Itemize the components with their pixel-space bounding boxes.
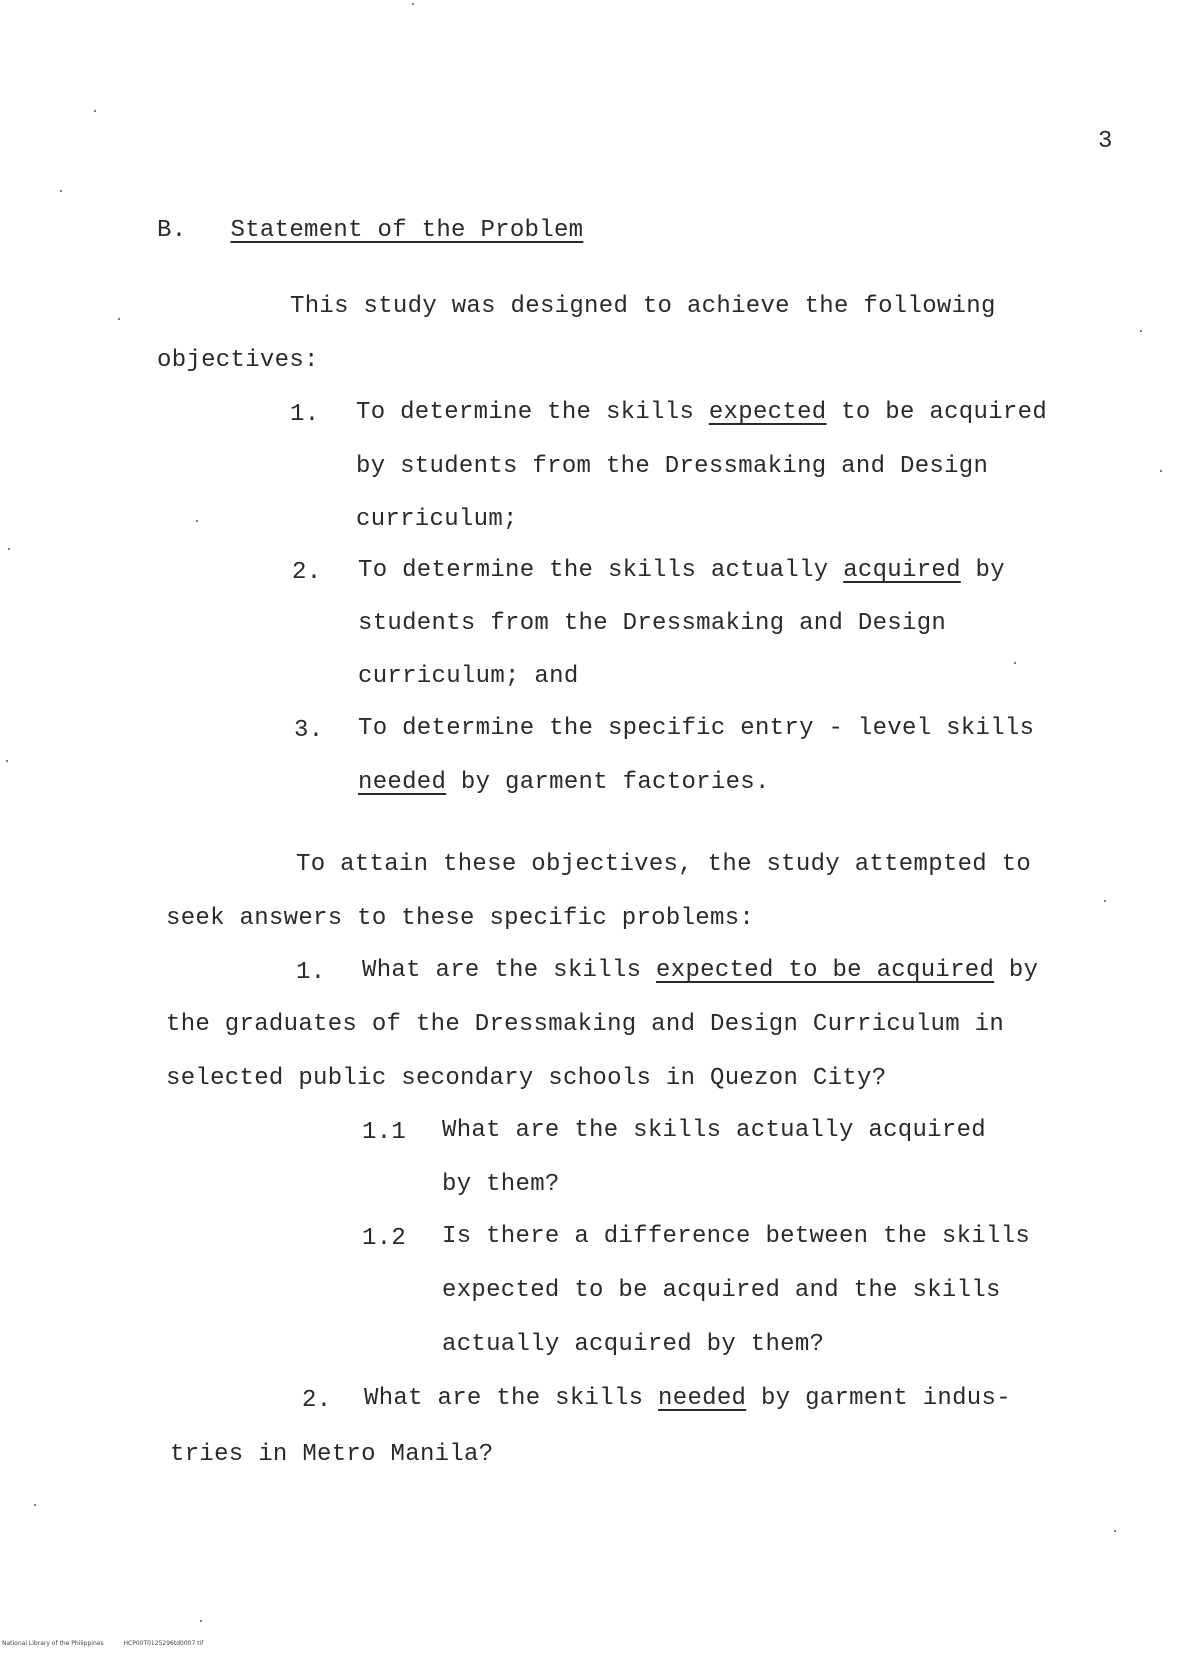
footer-code: HCP00T0125296td0007 tif [123,1640,204,1647]
intro-line-1: This study was designed to achieve the following [290,293,996,320]
objective-text: To determine the skills actually [358,557,844,584]
problem-text: by garment indus- [746,1385,1011,1412]
problem-2-line-1 [364,1384,1011,1414]
scan-speck [1114,1530,1116,1532]
objective-text: To determine the skills [356,399,709,426]
objective-text: to be acquired [826,399,1048,426]
intro-line-2: objectives: [157,347,319,374]
objective-1-line-2: by students from the Dressmaking and Design [356,453,989,480]
emphasis-word: acquired [843,557,961,584]
emphasis-word: needed [658,1385,747,1412]
scan-speck [412,3,414,5]
scan-speck [1160,470,1162,472]
scan-speck [1104,900,1106,902]
subproblem-1-2-number: 1.2 [362,1225,407,1252]
objective-text: by [960,557,1005,584]
problem-1-line-2: the graduates of the Dressmaking and Design Curriculum in [166,1011,1005,1038]
objective-1-line-1 [356,398,1047,428]
scan-speck [196,520,198,522]
emphasis-word: expected [708,399,827,426]
attain-line-1: To attain these objectives, the study attempted to [296,851,1032,878]
scan-speck [1014,662,1016,664]
scan-speck [60,190,62,192]
emphasis-phrase: expected to be acquired [656,957,995,984]
scan-speck [1140,330,1142,332]
emphasis-word: needed [358,769,447,796]
section-letter: B. [157,217,187,244]
scan-speck [200,1620,202,1622]
scan-speck [34,1504,36,1506]
problem-2-number: 2. [302,1387,332,1414]
section-heading [157,216,583,246]
objective-2-line-1 [358,556,1005,586]
scan-speck [8,548,10,550]
subproblem-1-1-number: 1.1 [362,1119,407,1146]
scan-speck [6,760,8,762]
subproblem-1-2-line-1: Is there a difference between the skills [442,1223,1031,1250]
problem-text: by [994,957,1039,984]
objective-2-line-3: curriculum; and [358,663,579,690]
subproblem-1-1-line-2: by them? [442,1171,560,1198]
problem-1-number: 1. [296,959,326,986]
page-number: 3 [1098,128,1113,155]
subproblem-1-2-line-3: actually acquired by them? [442,1331,825,1358]
problem-2-line-2: tries in Metro Manila? [170,1441,494,1468]
objective-3-line-1: To determine the specific entry - level skills [358,715,1035,742]
scan-speck [94,110,96,112]
section-title: Statement of the Problem [230,217,584,244]
objective-text: by garment factories. [446,769,770,796]
objective-3-number: 3. [294,717,324,744]
scan-footer [2,1640,221,1647]
objective-3-line-2 [358,768,770,798]
scan-speck [118,318,120,320]
problem-1-line-1 [362,956,1038,986]
problem-1-line-3: selected public secondary schools in Quezon City? [166,1065,887,1092]
objective-2-line-2: students from the Dressmaking and Design [358,610,947,637]
problem-text: What are the skills [362,957,657,984]
subproblem-1-2-line-2: expected to be acquired and the skills [442,1277,1001,1304]
objective-1-line-3: curriculum; [356,506,518,533]
subproblem-1-1-line-1: What are the skills actually acquired [442,1117,986,1144]
problem-text: What are the skills [364,1385,659,1412]
objective-1-number: 1. [290,401,320,428]
objective-2-number: 2. [292,559,322,586]
attain-line-2: seek answers to these specific problems: [166,905,755,932]
footer-library: National Library of the Philippines [2,1640,104,1647]
